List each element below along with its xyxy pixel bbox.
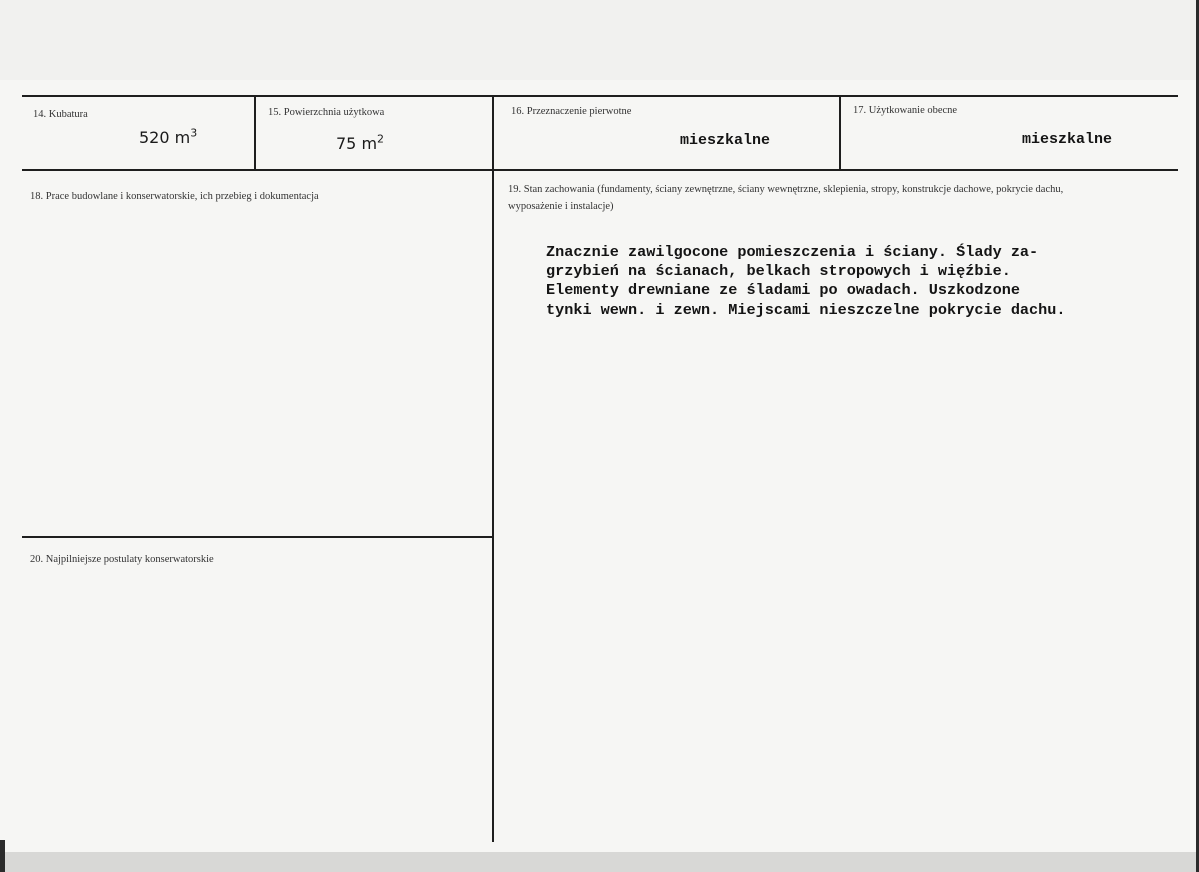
scan-bottom-strip: [0, 852, 1199, 872]
field-16-label: 16. Przeznaczenie pierwotne: [511, 106, 632, 117]
field-19-line-1: Znacznie zawilgocone pomieszczenia i ściany. Ślady za-: [546, 243, 1039, 261]
field-15-label: 15. Powierzchnia użytkowa: [268, 107, 385, 118]
field-19-line-3: Elementy drewniane ze śladami po owadach. Uszkodzone: [546, 281, 1020, 300]
field-16-value: mieszkalne: [680, 132, 771, 149]
field-19-text: [546, 243, 1166, 320]
field-19-line-2: grzybień na ścianach, belkach stropowych i więźbie.: [546, 262, 1011, 281]
field-19-line-4: tynki wewn. i zewn. Miejscami nieszczelne pokrycie dachu.: [546, 300, 1066, 319]
field-14-exponent: 3: [190, 126, 198, 140]
rule-section-18-20: [22, 536, 492, 538]
scan-border-left: [0, 840, 5, 872]
rule-col-main: [492, 96, 494, 842]
field-20-label: 20. Najpilniejsze postulaty konserwatorskie: [30, 554, 214, 565]
field-15-value: [336, 134, 384, 153]
rule-col-14-15: [254, 96, 256, 170]
rule-top: [22, 95, 1178, 97]
rule-col-16-17: [839, 96, 841, 170]
rule-header-bottom: [22, 169, 1178, 171]
field-17-value: mieszkalne: [1022, 131, 1113, 148]
field-17-label: 17. Użytkowanie obecne: [853, 105, 958, 116]
field-14-value: [139, 128, 197, 147]
field-15-exponent: 2: [377, 132, 385, 146]
field-15-number: 75 m: [336, 134, 378, 153]
field-19-label: 19. Stan zachowania (fundamenty, ściany zewnętrzne, ściany wewnętrzne, sklepienia, stropy, konstrukcje dachowe, pokrycie dachu, wyposażenie i instalacje): [508, 184, 1064, 212]
field-14-number: 520 m: [139, 128, 191, 147]
field-18-label: 18. Prace budowlane i konserwatorskie, ich przebieg i dokumentacja: [30, 191, 319, 202]
field-14-label: 14. Kubatura: [33, 109, 88, 120]
